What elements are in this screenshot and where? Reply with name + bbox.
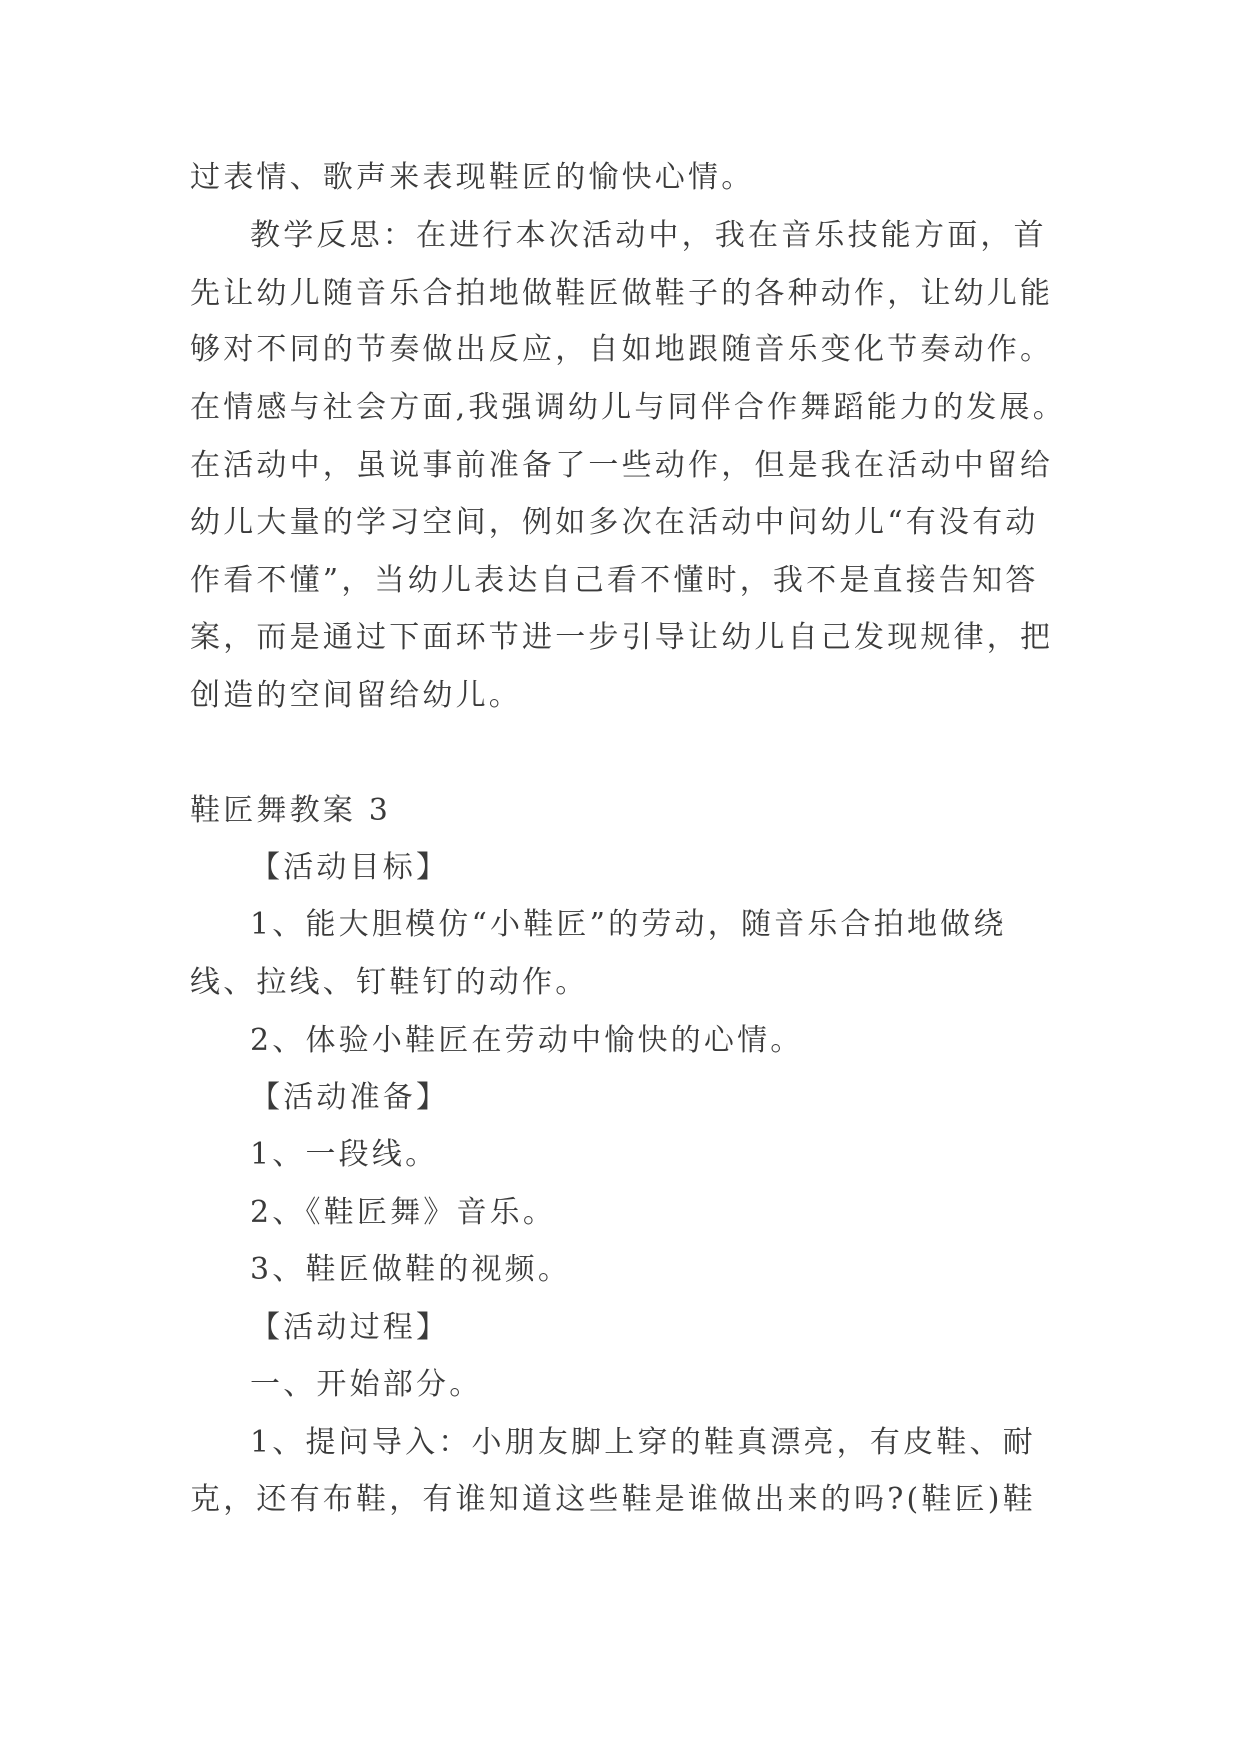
text-line: 在活动中，虽说事前准备了一些动作，但是我在活动中留给: [190, 448, 1054, 483]
text-line: 案，而是通过下面环节进一步引导让幼儿自己发现规律，把: [190, 620, 1054, 655]
heading-activity-goals: 【活动目标】: [250, 850, 450, 885]
list-item: 2、体验小鞋匠在劳动中愉快的心情。: [250, 1023, 804, 1058]
list-item: 一、开始部分。: [250, 1367, 483, 1402]
text-line: 过表情、歌声来表现鞋匠的愉快心情。: [190, 160, 755, 195]
text-line: 克，还有布鞋，有谁知道这些鞋是谁做出来的吗?(鞋匠)鞋: [190, 1482, 1036, 1517]
text-line: 线、拉线、钉鞋钉的动作。: [190, 965, 589, 1000]
list-item: 1、提问导入：小朋友脚上穿的鞋真漂亮，有皮鞋、耐: [250, 1425, 1036, 1460]
text-line: 幼儿大量的学习空间，例如多次在活动中问幼儿“有没有动: [190, 505, 1039, 540]
text-line: 先让幼儿随音乐合拍地做鞋匠做鞋子的各种动作，让幼儿能: [190, 276, 1054, 311]
text-line: 作看不懂”，当幼儿表达自己看不懂时，我不是直接告知答: [190, 563, 1039, 598]
heading-activity-preparation: 【活动准备】: [250, 1080, 450, 1115]
list-item: 1、能大胆模仿“小鞋匠”的劳动，随音乐合拍地做绕: [250, 907, 1007, 942]
text-line: 够对不同的节奏做出反应，自如地跟随音乐变化节奏动作。: [190, 332, 1054, 367]
text-line: 在情感与社会方面,我强调幼儿与同伴合作舞蹈能力的发展。: [190, 390, 1066, 425]
section-title: 鞋匠舞教案 3: [190, 793, 392, 828]
paragraph-reflection-start: 教学反思：在进行本次活动中，我在音乐技能方面，首: [250, 218, 1047, 253]
text-line: 创造的空间留给幼儿。: [190, 678, 522, 713]
heading-activity-process: 【活动过程】: [250, 1310, 450, 1345]
list-item: 2、《鞋匠舞》音乐。: [250, 1195, 557, 1230]
list-item: 1、一段线。: [250, 1137, 439, 1172]
list-item: 3、鞋匠做鞋的视频。: [250, 1252, 572, 1287]
